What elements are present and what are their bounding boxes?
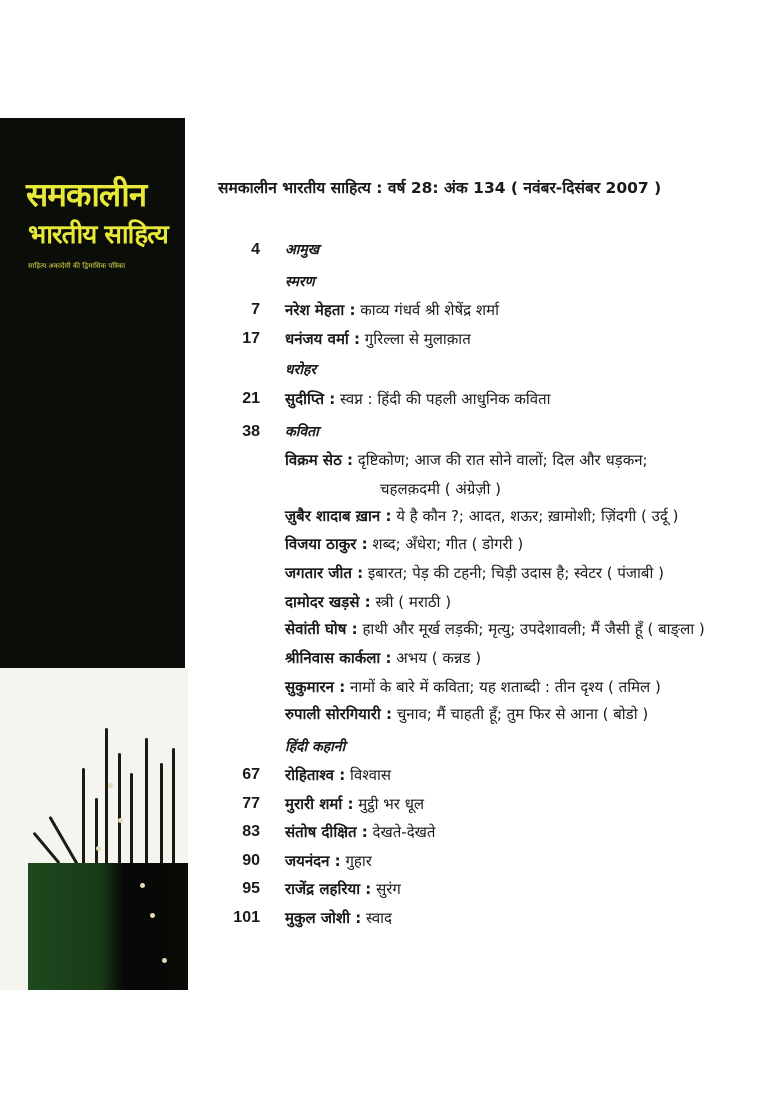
work-title: नामों के बारे में कविता; यह शताब्दी : तीन दृश्य ( तमिल ) bbox=[345, 678, 661, 696]
work-title: शब्द; अँधेरा; गीत ( डोगरी ) bbox=[367, 535, 524, 553]
section-title: धरोहर bbox=[285, 362, 317, 378]
section-title: कविता bbox=[285, 424, 319, 440]
work-title: इबारत; पेड़ की टहनी; चिड़ी उदास है; स्वेटर ( पंजाबी ) bbox=[363, 564, 665, 582]
page-number: 38 bbox=[242, 423, 260, 440]
page-number: 17 bbox=[242, 330, 260, 347]
author: मुकुल जोशी : bbox=[285, 909, 362, 927]
author: श्रीनिवास कार्कला : bbox=[285, 649, 392, 667]
page-number: 83 bbox=[242, 823, 260, 840]
work-title: चहलक़दमी ( अंग्रेज़ी ) bbox=[380, 480, 501, 498]
author: रुपाली सोरगियारी : bbox=[285, 705, 392, 723]
issue-heading: समकालीन भारतीय साहित्य : वर्ष 28: अंक 134 ( नवंबर-दिसंबर 2007 ) bbox=[218, 179, 662, 197]
work-title: ये है कौन ?; आदत, शऊर; ख़ामोशी; ज़िंदगी ( उर्दू ) bbox=[391, 507, 679, 525]
work-title: देखते-देखते bbox=[367, 823, 436, 841]
section-title: स्मरण bbox=[285, 274, 315, 290]
author: नरेश मेहता : bbox=[285, 301, 356, 319]
work-title: काव्य गंधर्व श्री शेषेंद्र शर्मा bbox=[355, 301, 499, 319]
work-title: मुट्ठी भर धूल bbox=[353, 795, 425, 813]
work-title: दृष्टिकोण; आज की रात सोने वालों; दिल और धड़कन; bbox=[353, 451, 648, 469]
work-title: अभय ( कन्नड ) bbox=[391, 649, 482, 667]
work-title: चुनाव; मैं चाहती हूँ; तुम फिर से आना ( बोडो ) bbox=[391, 705, 649, 723]
author: धनंजय वर्मा : bbox=[285, 330, 361, 348]
work-title: स्वाद bbox=[361, 909, 393, 927]
page-number: 95 bbox=[242, 880, 260, 897]
author: विजया ठाकुर : bbox=[285, 535, 368, 553]
masthead-tagline: साहित्य अकादेमी की द्विमासिक पत्रिका bbox=[28, 262, 126, 270]
author: जगतार जीत : bbox=[285, 564, 364, 582]
author: जयनंदन : bbox=[285, 852, 341, 870]
author: राजेंद्र लहरिया : bbox=[285, 880, 372, 898]
author: ज़ुबैर शादाब ख़ान : bbox=[285, 507, 392, 525]
page-number: 67 bbox=[242, 766, 260, 783]
page-number: 4 bbox=[251, 241, 260, 258]
work-title: गुहार bbox=[340, 852, 372, 870]
author: मुरारी शर्मा : bbox=[285, 795, 354, 813]
work-title: गुरिल्ला से मुलाक़ात bbox=[360, 330, 471, 348]
cover-artwork bbox=[0, 668, 188, 990]
masthead-line1: समकालीन bbox=[26, 175, 147, 214]
author: विक्रम सेठ : bbox=[285, 451, 354, 469]
author: दामोदर खड़से : bbox=[285, 593, 371, 611]
work-title: स्वप्न : हिंदी की पहली आधुनिक कविता bbox=[335, 390, 551, 408]
section-title: आमुख bbox=[285, 242, 320, 258]
section-title: हिंदी कहानी bbox=[285, 739, 346, 755]
page-number: 7 bbox=[251, 301, 260, 318]
masthead-line2: भारतीय साहित्य bbox=[28, 220, 168, 250]
page-number: 77 bbox=[242, 795, 260, 812]
cover-panel bbox=[0, 118, 185, 668]
page-number: 90 bbox=[242, 852, 260, 869]
author: रोहिताश्व : bbox=[285, 766, 346, 784]
work-title: स्त्री ( मराठी ) bbox=[370, 593, 452, 611]
author: सुदीप्ति : bbox=[285, 390, 336, 408]
work-title: हाथी और मूर्ख लड़की; मृत्यु; उपदेशावली; मैं जैसी हूँ ( बाङ्ला ) bbox=[357, 620, 705, 638]
page-number: 101 bbox=[233, 909, 260, 926]
author: सुकुमारन : bbox=[285, 678, 346, 696]
page-number: 21 bbox=[242, 390, 260, 407]
author: संतोष दीक्षित : bbox=[285, 823, 368, 841]
author: सेवांती घोष : bbox=[285, 620, 358, 638]
work-title: विश्वास bbox=[345, 766, 391, 784]
work-title: सुरंग bbox=[371, 880, 401, 898]
